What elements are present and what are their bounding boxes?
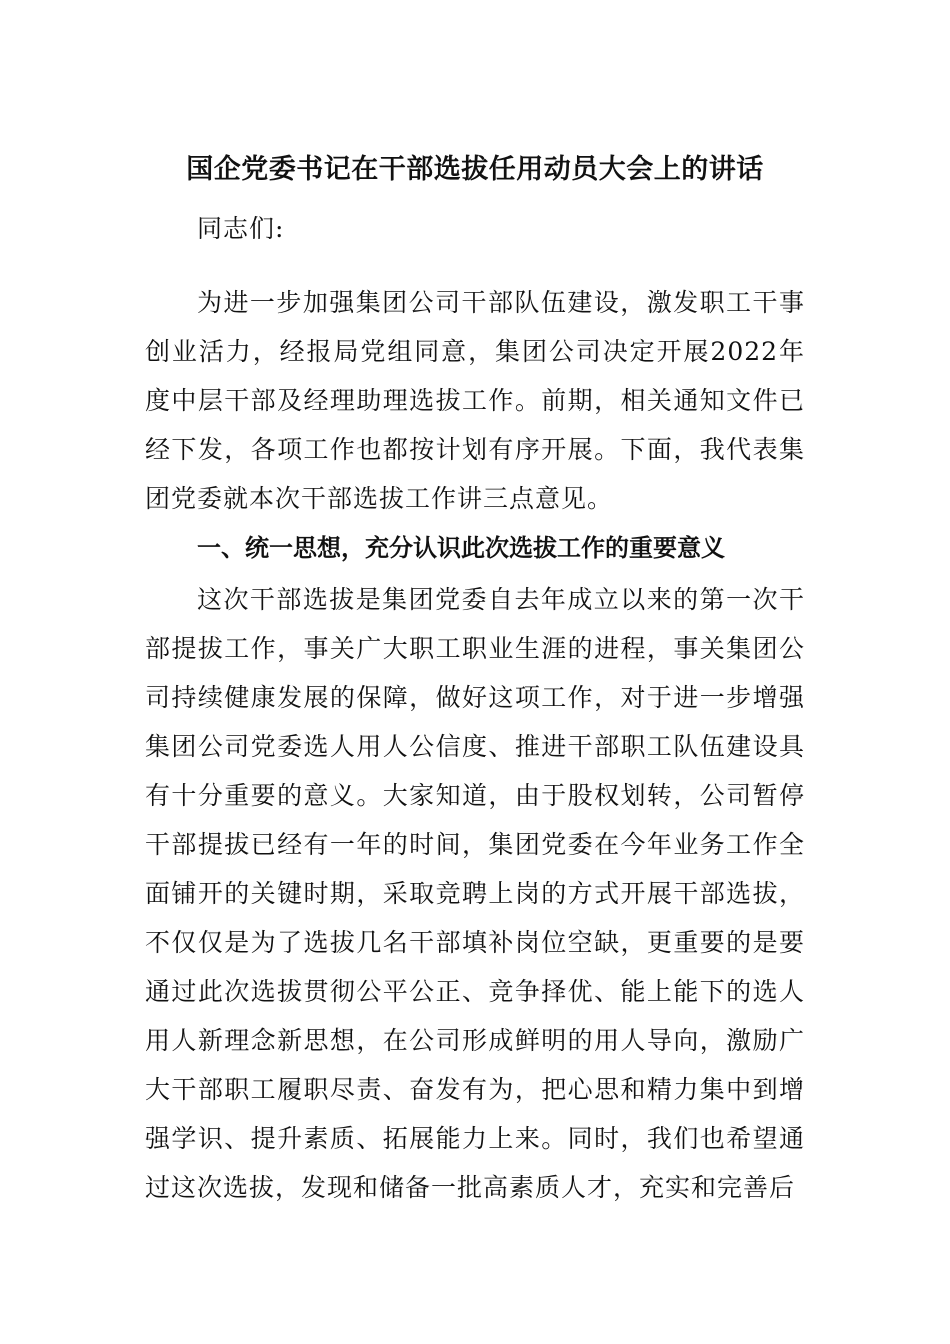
intro-paragraph: 为进一步加强集团公司干部队伍建设，激发职工干事创业活力，经报局党组同意，集团公司决定开展2022年度中层干部及经理助理选拔工作。前期，相关通知文件已经下发，各项工作也都按计划有序开展。下面，我代表集团党委就本次干部选拔工作讲三点意见。 — [145, 288, 805, 513]
section-1-paragraph: 这次干部选拔是集团党委自去年成立以来的第一次干部提拔工作，事关广大职工职业生涯的进程，事关集团公司持续健康发展的保障，做好这项工作，对于进一步增强集团公司党委选人用人公信度、推进干部职工队伍建设具有十分重要的意义。大家知道，由于股权划转，公司暂停干部提拔已经有一年的时间，集团党委在今年业务工作全面铺开的关键时期，采取竞聘上岗的方式开展干部选拔，不仅仅是为了选拔几名干部填补岗位空缺，更重要的是要通过此次选拔贯彻公平公正、竞争择优、能上能下的选人用人新理念新思想，在公司形成鲜明的用人导向，激励广大干部职工履职尽责、奋发有为，把心思和精力集中到增强学识、提升素质、拓展能力上来。同时，我们也希望通过这次选拔，发现和储备一批高素质人才，充实和完善后 — [145, 585, 805, 1202]
salutation: 同志们: — [197, 214, 285, 243]
section-heading-1: 一、统一思想，充分认识此次选拔工作的重要意义 — [197, 534, 725, 562]
document-title: 国企党委书记在干部选拔任用动员大会上的讲话 — [186, 154, 764, 185]
